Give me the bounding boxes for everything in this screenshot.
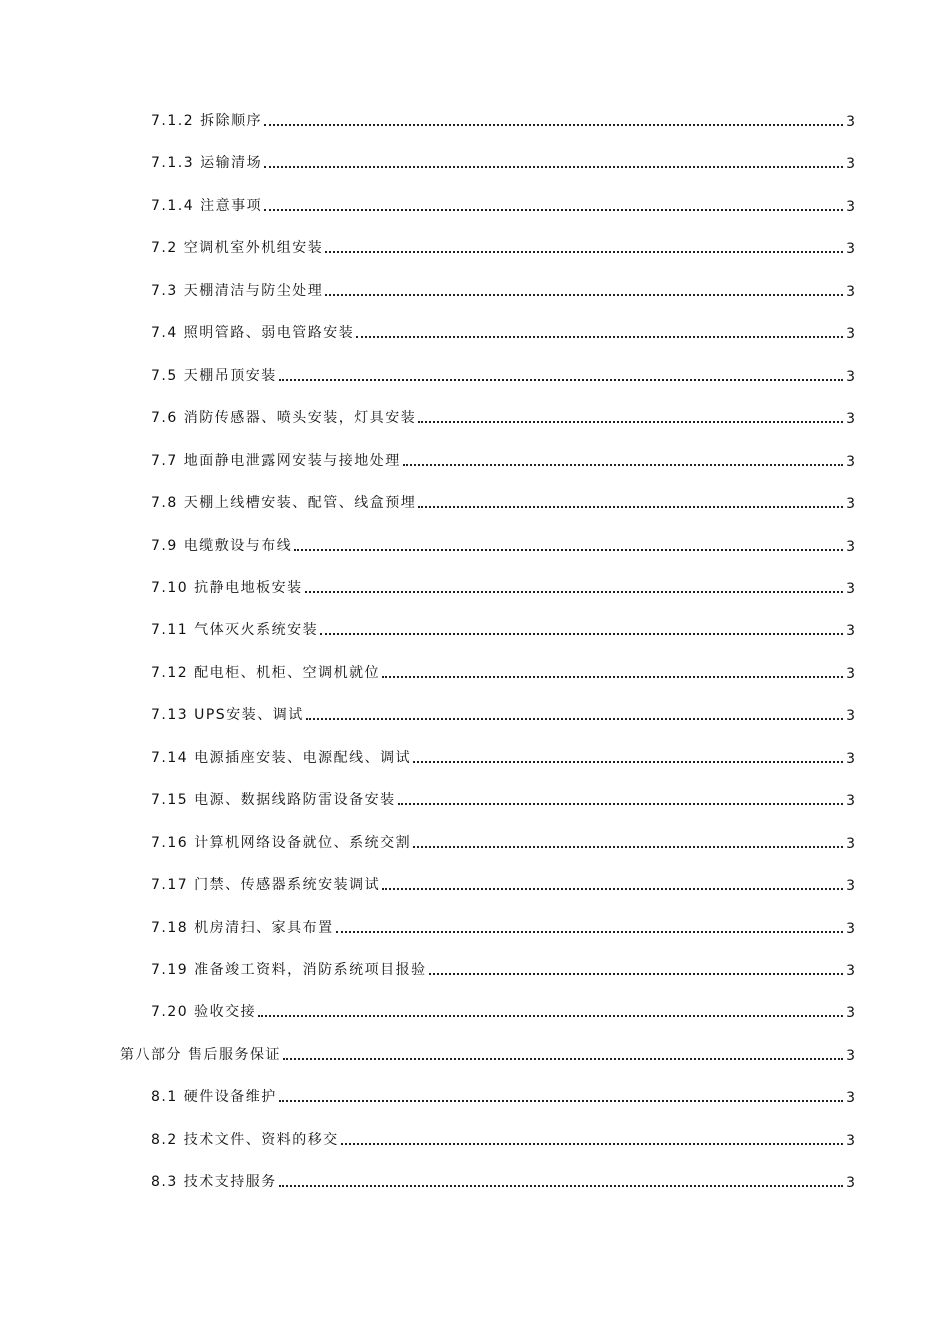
toc-entry[interactable] [151, 997, 855, 1021]
toc-entry-page-number: 3 [846, 539, 855, 555]
toc-entry-page-number: 3 [846, 793, 855, 809]
toc-entry-title: 7.18 机房清扫、家具布置 [151, 920, 334, 936]
toc-entry-title: 第八部分 售后服务保证 [120, 1047, 281, 1063]
toc-entry-page-number: 3 [846, 666, 855, 682]
dot-leader [325, 243, 843, 253]
toc-entry-page-number: 3 [846, 623, 855, 639]
toc-entry[interactable] [151, 955, 855, 979]
toc-entry-title: 8.1 硬件设备维护 [151, 1089, 277, 1105]
toc-entry-title: 7.15 电源、数据线路防雷设备安装 [151, 792, 396, 808]
toc-entry-title: 7.1.3 运输清场 [151, 155, 263, 171]
dot-leader [279, 1092, 843, 1102]
toc-entry[interactable] [151, 658, 855, 682]
toc-entry[interactable] [151, 1082, 855, 1106]
toc-entry-title: 7.16 计算机网络设备就位、系统交割 [151, 835, 412, 851]
toc-entry-page-number: 3 [846, 454, 855, 470]
toc-entry[interactable] [151, 106, 855, 130]
toc-entry-title: 7.11 气体灭火系统安装 [151, 622, 319, 638]
dot-leader [264, 201, 843, 211]
toc-entry-page-number: 3 [846, 199, 855, 215]
toc-entry[interactable] [151, 615, 855, 639]
toc-entry[interactable] [151, 361, 855, 385]
dot-leader [398, 795, 843, 805]
toc-entry-page-number: 3 [846, 921, 855, 937]
dot-leader [382, 880, 843, 890]
toc-entry-title: 7.20 验收交接 [151, 1004, 257, 1020]
toc-entry-page-number: 3 [846, 1048, 855, 1064]
toc-entry[interactable] [151, 573, 855, 597]
dot-leader [418, 413, 843, 423]
toc-entry[interactable] [151, 743, 855, 767]
toc-entry-title: 8.2 技术文件、资料的移交 [151, 1132, 339, 1148]
toc-entry-page-number: 3 [846, 878, 855, 894]
toc-entry-title: 7.3 天棚清洁与防尘处理 [151, 283, 324, 299]
dot-leader [413, 753, 843, 763]
toc-entry[interactable] [120, 1040, 855, 1064]
toc-entry[interactable] [151, 318, 855, 342]
dot-leader [283, 1050, 843, 1060]
toc-entry[interactable] [151, 276, 855, 300]
toc-entry-title: 7.9 电缆敷设与布线 [151, 538, 293, 554]
dot-leader [264, 116, 843, 126]
toc-entry-page-number: 3 [846, 836, 855, 852]
dot-leader [279, 1177, 843, 1187]
toc-entry[interactable] [151, 446, 855, 470]
dot-leader [413, 838, 843, 848]
toc-entry-page-number: 3 [846, 1133, 855, 1149]
dot-leader [264, 158, 843, 168]
toc-entry[interactable] [151, 828, 855, 852]
toc-entry-title: 7.6 消防传感器、喷头安装，灯具安装 [151, 410, 417, 426]
toc-entry-page-number: 3 [846, 1175, 855, 1191]
dot-leader [403, 456, 843, 466]
toc-entry-page-number: 3 [846, 963, 855, 979]
dot-leader [258, 1007, 843, 1017]
toc-entry[interactable] [151, 233, 855, 257]
toc-entry[interactable] [151, 1167, 855, 1191]
toc-entry-title: 7.4 照明管路、弱电管路安装 [151, 325, 355, 341]
dot-leader [341, 1135, 843, 1145]
toc-entry[interactable] [151, 191, 855, 215]
toc-entry-page-number: 3 [846, 1090, 855, 1106]
toc-entry[interactable] [151, 403, 855, 427]
dot-leader [305, 583, 843, 593]
toc-entry-title: 7.5 天棚吊顶安装 [151, 368, 277, 384]
toc-entry-title: 7.12 配电柜、机柜、空调机就位 [151, 665, 381, 681]
toc-entry-page-number: 3 [846, 708, 855, 724]
dot-leader [418, 498, 843, 508]
toc-entry-title: 7.17 门禁、传感器系统安装调试 [151, 877, 381, 893]
toc-entry-page-number: 3 [846, 411, 855, 427]
toc-entry-page-number: 3 [846, 114, 855, 130]
toc-entry-page-number: 3 [846, 1005, 855, 1021]
toc-entry-title: 7.1.4 注意事项 [151, 198, 263, 214]
toc-entry-page-number: 3 [846, 581, 855, 597]
toc-entry-page-number: 3 [846, 241, 855, 257]
toc-entry[interactable] [151, 700, 855, 724]
dot-leader [320, 625, 843, 635]
dot-leader [382, 668, 843, 678]
toc-entry-title: 7.7 地面静电泄露网安装与接地处理 [151, 453, 401, 469]
dot-leader [356, 328, 843, 338]
toc-entry-title: 8.3 技术支持服务 [151, 1174, 277, 1190]
toc-entry-page-number: 3 [846, 326, 855, 342]
toc-entry[interactable] [151, 148, 855, 172]
toc-entry[interactable] [151, 785, 855, 809]
toc-entry-title: 7.2 空调机室外机组安装 [151, 240, 324, 256]
dot-leader [294, 541, 843, 551]
toc-entry[interactable] [151, 870, 855, 894]
toc-entry-page-number: 3 [846, 751, 855, 767]
toc-entry-page-number: 3 [846, 156, 855, 172]
dot-leader [306, 710, 843, 720]
dot-leader [325, 286, 843, 296]
toc-entry-title: 7.10 抗静电地板安装 [151, 580, 303, 596]
toc-entry-title: 7.13 UPS安装、调试 [151, 707, 304, 723]
toc-entry-title: 7.19 准备竣工资料，消防系统项目报验 [151, 962, 427, 978]
toc-entry-page-number: 3 [846, 369, 855, 385]
toc-entry-title: 7.1.2 拆除顺序 [151, 113, 263, 129]
toc-entry-title: 7.8 天棚上线槽安装、配管、线盒预埋 [151, 495, 417, 511]
toc-entry[interactable] [151, 913, 855, 937]
toc-entry-page-number: 3 [846, 284, 855, 300]
toc-entry[interactable] [151, 488, 855, 512]
toc-entry-title: 7.14 电源插座安装、电源配线、调试 [151, 750, 412, 766]
toc-entry[interactable] [151, 531, 855, 555]
dot-leader [429, 965, 843, 975]
dot-leader [279, 371, 843, 381]
dot-leader [336, 923, 843, 933]
toc-entry-page-number: 3 [846, 496, 855, 512]
toc-entry[interactable] [151, 1125, 855, 1149]
